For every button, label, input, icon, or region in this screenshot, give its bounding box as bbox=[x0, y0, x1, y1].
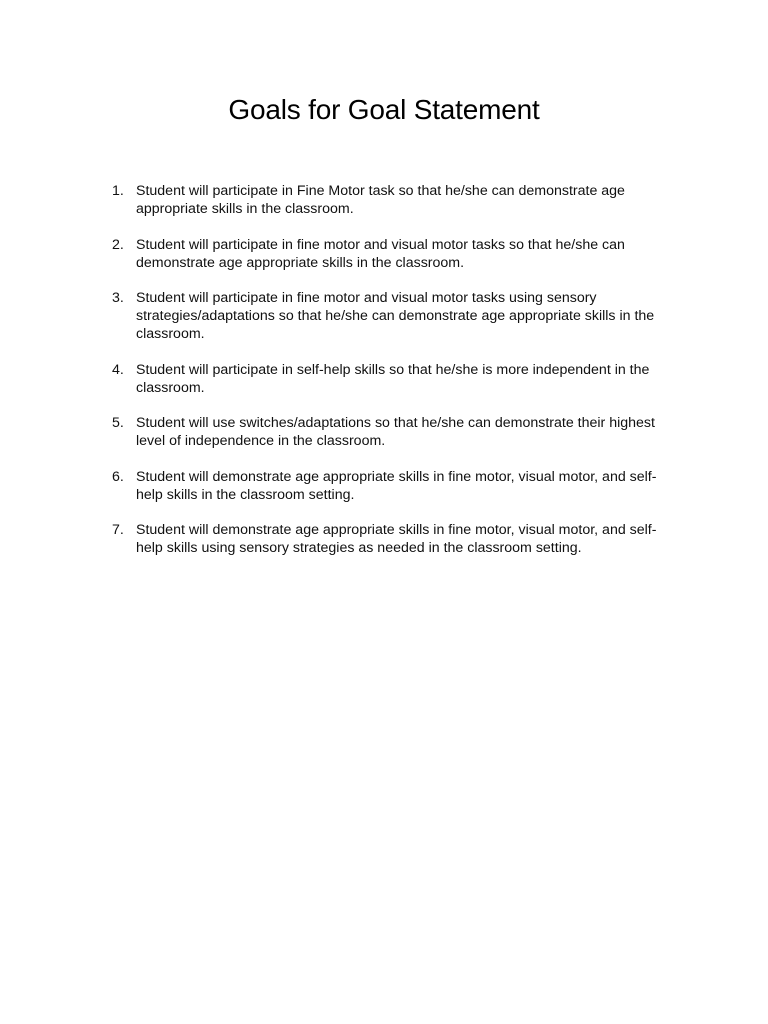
goal-text: Student will demonstrate age appropriate skills in fine motor, visual motor, and self-help skills in the classroom setting. bbox=[136, 468, 657, 503]
goal-number: 7. bbox=[112, 522, 124, 538]
goal-list bbox=[112, 182, 672, 575]
goal-item-2 bbox=[112, 236, 672, 272]
goal-item-6 bbox=[112, 468, 672, 504]
goal-item-1 bbox=[112, 182, 672, 218]
goal-text: Student will use switches/adaptations so that he/she can demonstrate their highest level of independence in the classroom. bbox=[136, 415, 655, 449]
goal-item-3 bbox=[112, 289, 672, 343]
goal-text: Student will participate in fine motor and visual motor tasks using sensory strategies/adaptations so that he/she can demonstrate age appropriate skills in the classroom. bbox=[136, 290, 655, 342]
goal-number: 2. bbox=[112, 236, 124, 253]
document-title: Goals for Goal Statement bbox=[228, 94, 540, 125]
goal-text: Student will demonstrate age appropriate skills in fine motor, visual motor, and self-help skills using sensory strategies as needed in the classroom setting. bbox=[136, 522, 657, 556]
goal-item-5 bbox=[112, 414, 672, 450]
goal-item-4 bbox=[112, 361, 672, 397]
goal-number: 4. bbox=[112, 361, 124, 378]
goal-text: Student will participate in fine motor and visual motor tasks so that he/she can demonstrate age appropriate skills in the classroom. bbox=[136, 236, 625, 271]
goal-item-7 bbox=[112, 521, 672, 557]
goal-text: Student will participate in self-help skills so that he/she is more independent in the classroom. bbox=[136, 361, 650, 396]
goal-number: 6. bbox=[112, 468, 124, 485]
goal-number: 1. bbox=[112, 183, 124, 199]
goal-number: 5. bbox=[112, 415, 124, 431]
goal-text: Student will participate in Fine Motor task so that he/she can demonstrate age appropriate skills in the classroom. bbox=[136, 183, 625, 217]
goal-number: 3. bbox=[112, 290, 124, 306]
